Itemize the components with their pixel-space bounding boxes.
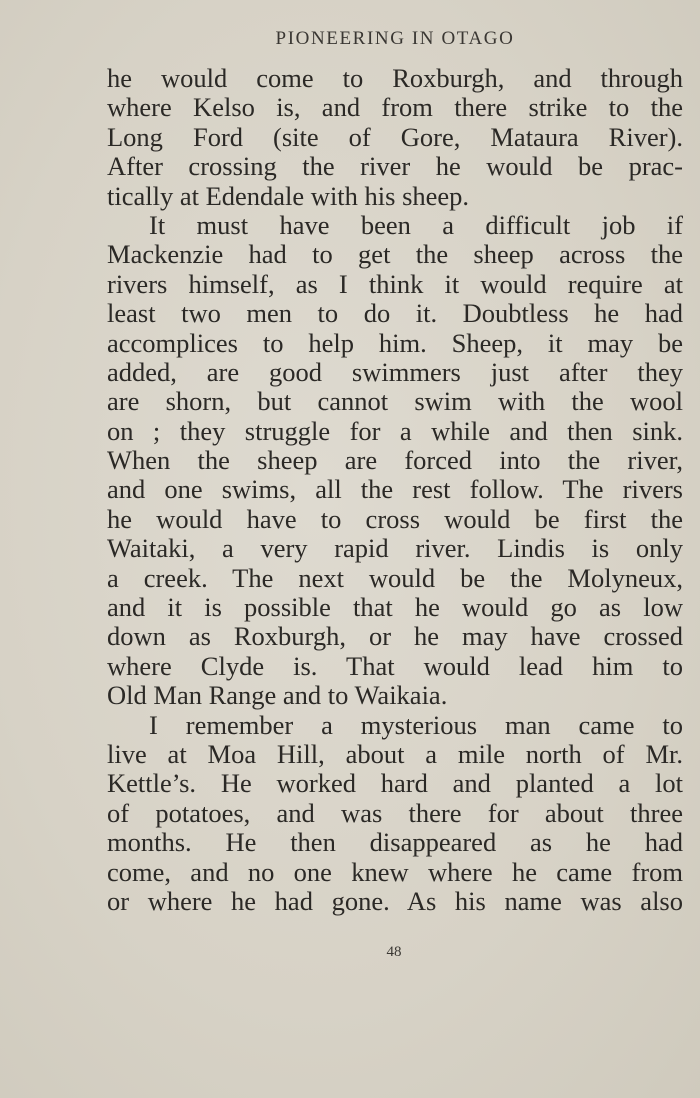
text-line: where Kelso is, and from there strike to the bbox=[107, 92, 683, 123]
text-line: added, are good swimmers just after they bbox=[107, 356, 683, 387]
text-line: accomplices to help him. Sheep, it may be bbox=[107, 327, 683, 358]
text-line: of potatoes, and was there for about three bbox=[107, 797, 683, 828]
text-line: or where he had gone. As his name was also bbox=[107, 885, 683, 916]
text-line: Waitaki, a very rapid river. Lindis is only bbox=[107, 533, 683, 564]
text-line: least two men to do it. Doubtless he had bbox=[107, 298, 683, 329]
text-line: rivers himself, as I think it would require at bbox=[107, 268, 683, 299]
running-head: PIONEERING IN OTAGO bbox=[275, 28, 515, 49]
text-line-paragraph-end: tically at Edendale with his sheep. bbox=[107, 180, 470, 211]
text-line: and it is possible that he would go as low bbox=[107, 592, 683, 623]
text-line: Mackenzie had to get the sheep across the bbox=[107, 239, 683, 270]
text-line-paragraph-start: I remember a mysterious man came to bbox=[149, 709, 683, 740]
text-line: Kettle’s. He worked hard and planted a lot bbox=[107, 768, 683, 799]
text-line: months. He then disappeared as he had bbox=[107, 827, 683, 858]
text-line: on ; they struggle for a while and then sink. bbox=[107, 415, 683, 446]
text-line: a creek. The next would be the Molyneux, bbox=[107, 562, 683, 593]
text-line-paragraph-end: Old Man Range and to Waikaia. bbox=[107, 680, 448, 711]
text-line: When the sheep are forced into the river, bbox=[107, 445, 683, 476]
text-line: where Clyde is. That would lead him to bbox=[107, 650, 683, 681]
text-line: are shorn, but cannot swim with the wool bbox=[107, 386, 683, 417]
page-number: 48 bbox=[386, 944, 402, 960]
text-line: live at Moa Hill, about a mile north of Mr. bbox=[107, 738, 683, 769]
text-line: After crossing the river he would be prac- bbox=[107, 151, 683, 182]
text-line: down as Roxburgh, or he may have crossed bbox=[107, 621, 683, 652]
text-line: Long Ford (site of Gore, Mataura River). bbox=[107, 121, 683, 152]
text-line-paragraph-start: It must have been a difficult job if bbox=[149, 209, 683, 240]
text-line: and one swims, all the rest follow. The rivers bbox=[107, 474, 683, 505]
body-text bbox=[107, 64, 683, 916]
text-line: he would come to Roxburgh, and through bbox=[107, 63, 683, 93]
text-line: he would have to cross would be first the bbox=[107, 503, 683, 534]
text-line: come, and no one knew where he came from bbox=[107, 856, 683, 887]
